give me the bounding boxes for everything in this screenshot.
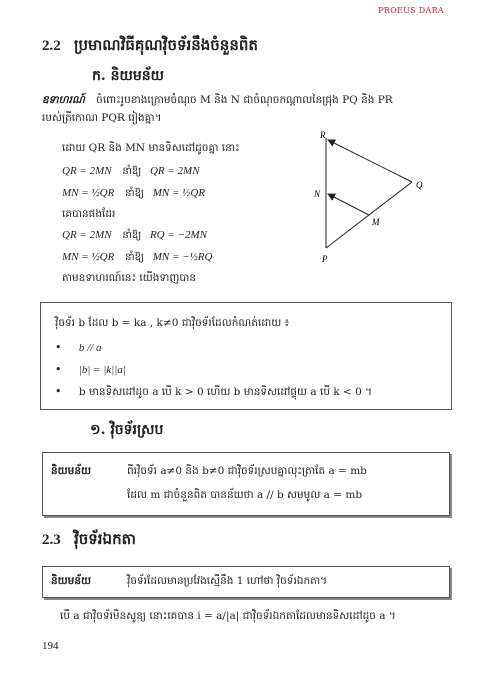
parallel-def-line-2: ដែល m ជាចំនួនពិត បានន័យថា a // b សមមូល a = mb <box>127 489 363 501</box>
eq-2-right: MN = ½QR <box>152 187 206 199</box>
eq-3-left: QR = 2MN <box>62 229 112 241</box>
header-brand: PROEUS DARA <box>378 6 444 15</box>
point-P-label: P <box>322 254 328 264</box>
definition-intro: វ៉ិចទ័រ b ដែល b = ka , k≠0 ជាវ៉ិចទ័រដែលកំណត់ដោយ ៖ <box>55 317 290 329</box>
parallel-definition-box <box>42 452 450 516</box>
page-number: 194 <box>42 640 59 652</box>
bullet-dot: • <box>55 385 62 398</box>
example-line-3: ដោយ QR និង MN មានទិសដៅដូចគ្នា នោះ <box>62 142 240 154</box>
section-number: 2.2 <box>42 38 61 54</box>
eq-1-implies: នាំឱ្យ <box>122 166 142 177</box>
eq-3-right: RQ = −2MN <box>149 229 207 241</box>
unit-def-label: និយមន័យ <box>51 575 91 587</box>
section-title: ប្រមាណវិធីគុណវ៉ិចទ័រនឹងចំនួនពិត <box>73 36 258 54</box>
unit-definition-box <box>42 566 450 598</box>
example-also: គេបានផងដែរ <box>62 208 116 220</box>
eq-row-1 <box>62 164 200 179</box>
eq-row-2 <box>62 186 205 201</box>
point-M-label: M <box>372 217 380 227</box>
parallel-def-line-1: ពីរវ៉ិចទ័រ a≠0 និង b≠0 ជាវ៉ិចទ័រស្របគ្នាលុះត្រាតែ a = mb <box>127 465 367 477</box>
example-conclude: តាមឧទាហរណ៍នេះ យើងទាញបាន <box>62 272 197 284</box>
definition-box <box>40 302 452 410</box>
eq-4-right: MN = −½RQ <box>152 251 213 263</box>
bullet-3-text: b មានទិសដៅដូច a បើ k > 0 ហើយ b មានទិសដៅផ្ទុយ a បើ k < 0 ។ <box>78 386 373 398</box>
section-2-3-heading <box>42 530 136 552</box>
section-2-3-title: វ៉ិចទ័រឯកតា <box>73 530 136 548</box>
eq-4-implies: នាំឱ្យ <box>125 252 144 263</box>
unit-def-text: វ៉ិចទ័រដែលមានប្រវែងស្មើនឹង 1 ហៅថា វ៉ិចទ័រឯកតា។ <box>127 575 328 587</box>
example-line-2: របស់ត្រីកោណ PQR រៀងគ្នា។ <box>42 112 162 124</box>
unit-vector-paragraph: បើ a ជាវ៉ិចទ័រមិនសូន្យ នោះគេបាន i = a/|a| ជាវ៉ិចទ័រឯកតាដែលមានទិសដៅដូច a ។ <box>60 610 396 622</box>
point-N-label: N <box>314 189 321 199</box>
subsection-heading: ក. និយមន័យ <box>92 68 164 84</box>
section-2-3-number: 2.3 <box>42 532 61 548</box>
eq-1-left: QR = 2MN <box>62 165 112 177</box>
parallel-def-label: និយមន័យ <box>51 465 91 477</box>
section-heading <box>42 36 258 58</box>
definition-bullet-1 <box>55 339 101 357</box>
eq-2-implies: នាំឱ្យ <box>125 188 144 199</box>
subsection-parallel-heading: ១. វ៉ិចទ័រស្រប <box>90 422 164 438</box>
eq-row-4 <box>62 250 212 265</box>
vector-MN <box>328 194 369 215</box>
bullet-dot: • <box>55 363 62 376</box>
point-R-label: R <box>320 130 326 140</box>
eq-row-3 <box>62 228 207 243</box>
definition-bullet-3 <box>55 383 445 401</box>
example-line-1: ចំពោះរូបខាងក្រោមចំណុច M និង N ជាចំណុចកណ្ដាលនៃជ្រុង PQ និង PR <box>96 94 393 106</box>
point-Q-label: Q <box>416 180 423 190</box>
definition-bullet-2 <box>55 361 126 379</box>
eq-1-right: QR = 2MN <box>149 165 200 177</box>
bullet-dot: • <box>55 341 62 354</box>
triangle-figure <box>300 130 440 270</box>
eq-4-left: MN = ½QR <box>62 251 115 263</box>
bullet-1-text: b // a <box>78 342 102 354</box>
bullet-2-text: |b| = |k||a| <box>78 364 126 376</box>
eq-2-left: MN = ½QR <box>62 187 115 199</box>
vector-QR <box>328 140 412 182</box>
example-label: ឧទាហរណ៍ <box>42 94 85 106</box>
example-paragraph <box>42 92 442 109</box>
eq-3-implies: នាំឱ្យ <box>122 230 142 241</box>
